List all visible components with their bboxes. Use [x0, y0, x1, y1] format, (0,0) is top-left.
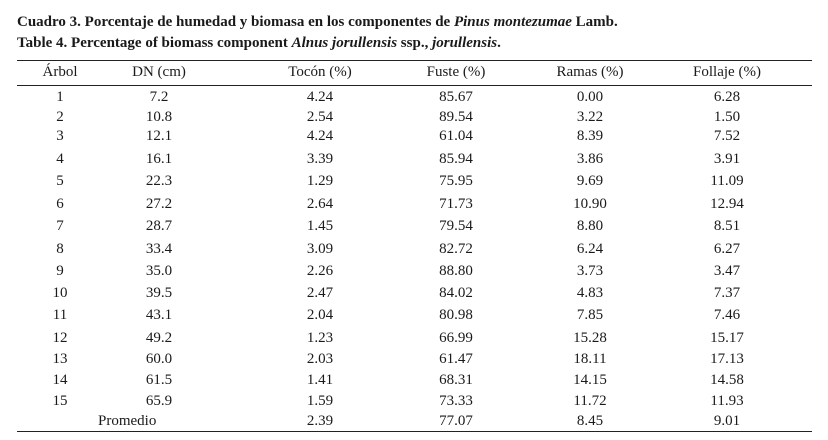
cell-follaje: 15.17 [710, 330, 744, 346]
cell-tocon: 2.47 [306, 285, 334, 301]
cell-tocon: 1.29 [306, 173, 334, 189]
cell-arbol: 1 [56, 89, 64, 105]
cell-dn: 61.5 [145, 372, 173, 388]
average-tocon: 2.39 [306, 413, 334, 429]
cell-follaje: 6.27 [713, 241, 741, 257]
cell-fuste: 84.02 [439, 285, 473, 301]
cell-arbol: 5 [56, 173, 64, 189]
cell-fuste: 80.98 [439, 307, 473, 323]
caption-en-end: . [497, 35, 501, 51]
average-follaje: 9.01 [713, 413, 741, 429]
cell-tocon: 2.04 [306, 307, 334, 323]
cell-ramas: 8.80 [576, 218, 604, 234]
cell-ramas: 3.73 [576, 263, 604, 279]
header-dn: DN (cm) [132, 64, 186, 80]
cell-fuste: 85.67 [439, 89, 473, 105]
average-fuste: 77.07 [439, 413, 473, 429]
cell-arbol: 13 [52, 351, 68, 367]
cell-arbol: 10 [52, 285, 68, 301]
cell-tocon: 1.41 [306, 372, 334, 388]
caption-en-prefix: Table 4. Percentage of biomass component [17, 35, 292, 51]
cell-tocon: 4.24 [306, 128, 334, 144]
cell-follaje: 8.51 [713, 218, 741, 234]
cell-follaje: 6.28 [713, 89, 741, 105]
cell-dn: 49.2 [145, 330, 173, 346]
table-caption-english [17, 34, 501, 52]
cell-arbol: 2 [56, 109, 64, 125]
cell-follaje: 7.52 [713, 128, 741, 144]
cell-dn: 65.9 [145, 393, 173, 409]
cell-ramas: 7.85 [576, 307, 604, 323]
cell-tocon: 3.09 [306, 241, 334, 257]
cell-dn: 35.0 [145, 263, 173, 279]
cell-fuste: 66.99 [439, 330, 473, 346]
caption-es-species: Pinus montezumae [453, 14, 572, 30]
cell-follaje: 7.46 [713, 307, 741, 323]
cell-ramas: 9.69 [576, 173, 604, 189]
cell-follaje: 12.94 [710, 196, 744, 212]
cell-ramas: 8.39 [576, 128, 604, 144]
cell-dn: 10.8 [145, 109, 173, 125]
cell-tocon: 2.26 [306, 263, 334, 279]
cell-arbol: 15 [52, 393, 68, 409]
table-header-rule [17, 85, 812, 86]
cell-arbol: 14 [52, 372, 68, 388]
cell-ramas: 3.86 [576, 151, 604, 167]
cell-fuste: 82.72 [439, 241, 473, 257]
cell-ramas: 4.83 [576, 285, 604, 301]
header-fuste: Fuste (%) [426, 64, 486, 80]
cell-fuste: 68.31 [439, 372, 473, 388]
cell-fuste: 75.95 [439, 173, 473, 189]
cell-dn: 43.1 [145, 307, 173, 323]
cell-dn: 22.3 [145, 173, 173, 189]
cell-ramas: 0.00 [576, 89, 604, 105]
cell-follaje: 14.58 [710, 372, 744, 388]
caption-en-subspecies: jorullensis [432, 35, 498, 51]
cell-fuste: 89.54 [439, 109, 473, 125]
cell-arbol: 4 [56, 151, 64, 167]
cell-dn: 12.1 [145, 128, 173, 144]
caption-es-prefix: Cuadro 3. Porcentaje de humedad y biomasa en los componentes de [17, 14, 454, 30]
caption-en-suffix: ssp., [397, 35, 433, 51]
cell-ramas: 15.28 [573, 330, 607, 346]
cell-ramas: 14.15 [573, 372, 607, 388]
header-arbol: Árbol [42, 64, 78, 80]
cell-arbol: 7 [56, 218, 64, 234]
cell-follaje: 17.13 [710, 351, 744, 367]
cell-ramas: 6.24 [576, 241, 604, 257]
cell-ramas: 11.72 [573, 393, 607, 409]
cell-tocon: 1.45 [306, 218, 334, 234]
header-ramas: Ramas (%) [556, 64, 624, 80]
cell-ramas: 10.90 [573, 196, 607, 212]
header-tocon: Tocón (%) [288, 64, 352, 80]
average-ramas: 8.45 [576, 413, 604, 429]
cell-arbol: 6 [56, 196, 64, 212]
cell-fuste: 61.47 [439, 351, 473, 367]
cell-arbol: 3 [56, 128, 64, 144]
table-top-rule [17, 60, 812, 61]
cell-tocon: 2.54 [306, 109, 334, 125]
cell-follaje: 3.91 [713, 151, 741, 167]
cell-follaje: 11.93 [710, 393, 744, 409]
cell-tocon: 4.24 [306, 89, 334, 105]
cell-fuste: 79.54 [439, 218, 473, 234]
cell-ramas: 18.11 [573, 351, 607, 367]
cell-ramas: 3.22 [576, 109, 604, 125]
caption-es-suffix: Lamb. [571, 14, 618, 30]
cell-dn: 7.2 [149, 89, 169, 105]
average-label: Promedio [98, 413, 157, 429]
cell-tocon: 1.59 [306, 393, 334, 409]
cell-dn: 33.4 [145, 241, 173, 257]
cell-follaje: 7.37 [713, 285, 741, 301]
cell-follaje: 11.09 [710, 173, 744, 189]
cell-dn: 28.7 [145, 218, 173, 234]
table-caption-spanish [17, 13, 618, 31]
cell-dn: 27.2 [145, 196, 173, 212]
cell-dn: 39.5 [145, 285, 173, 301]
cell-fuste: 73.33 [439, 393, 473, 409]
cell-tocon: 2.64 [306, 196, 334, 212]
table-bottom-rule [17, 431, 812, 432]
cell-tocon: 1.23 [306, 330, 334, 346]
cell-fuste: 85.94 [439, 151, 473, 167]
cell-dn: 16.1 [145, 151, 173, 167]
cell-follaje: 1.50 [713, 109, 741, 125]
cell-arbol: 12 [52, 330, 68, 346]
caption-en-species: Alnus jorullensis [291, 35, 398, 51]
cell-tocon: 3.39 [306, 151, 334, 167]
cell-arbol: 9 [56, 263, 64, 279]
cell-tocon: 2.03 [306, 351, 334, 367]
cell-arbol: 8 [56, 241, 64, 257]
cell-arbol: 11 [52, 307, 68, 323]
cell-fuste: 88.80 [439, 263, 473, 279]
cell-dn: 60.0 [145, 351, 173, 367]
cell-fuste: 71.73 [439, 196, 473, 212]
cell-fuste: 61.04 [439, 128, 473, 144]
header-follaje: Follaje (%) [693, 64, 761, 80]
cell-follaje: 3.47 [713, 263, 741, 279]
